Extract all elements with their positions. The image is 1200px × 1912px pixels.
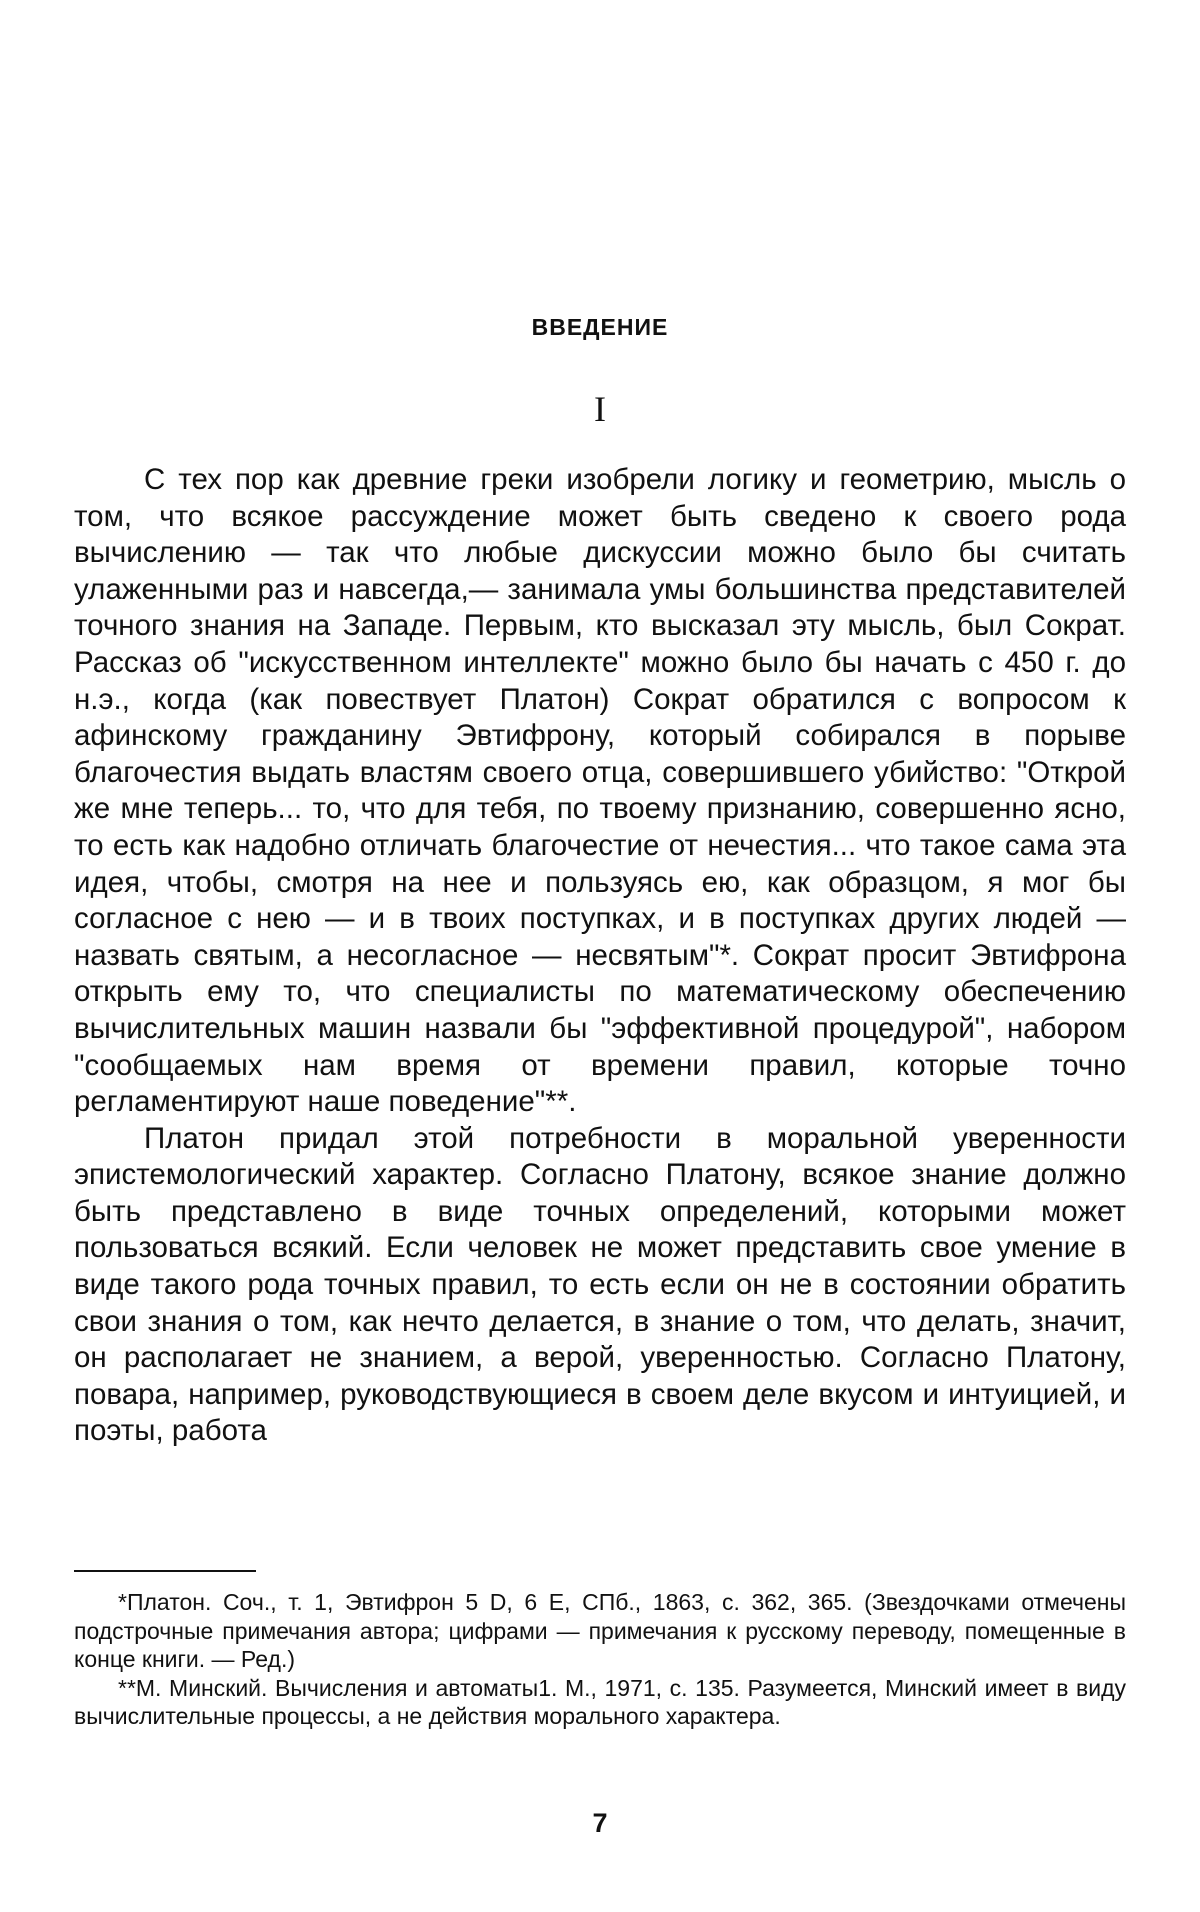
chapter-title: ВВЕДЕНИЕ: [531, 314, 669, 340]
page-number: 7: [592, 1808, 608, 1838]
footnote-divider: [74, 1570, 256, 1572]
main-text: [74, 462, 1126, 1450]
paragraph-1: С тех пор как древние греки изобрели логику и геометрию, мысль о том, что всякое рассуждение может быть сведено к своего рода вычислению — так что любые дискуссии можно было бы считать улаженными раз и навсегда,— занимала умы большинства представителей точного знания на Западе. Первым, кто высказал эту мысль, был Сократ. Рассказ об "искусственном интеллекте" можно было бы начать с 450 г. до н.э., когда (как повествует Платон) Сократ обратился с вопросом к афинскому гражданину Эвтифрону, который собирался в порыве благочестия выдать властям своего отца, совершившего убийство: "Открой же мне теперь... то, что для тебя, по твоему признанию, совершенно ясно, то есть как надобно отличать благочестие от нечестия... что такое сама эта идея, чтобы, смотря на нее и пользуясь ею, как образцом, я мог бы согласное с нею — и в твоих поступках, и в поступках других людей — назвать святым, а несогласное — несвятым"*. Сократ просит Эвтифрона открыть ему то, что специалисты по математическому обеспечению вычислительных машин назвали бы "эффективной процедурой", набором "сообщаемых нам время от времени правил, которые точно регламентируют наше поведение"**.: [74, 463, 1126, 1119]
section-number: I: [594, 389, 606, 429]
footnote-1: *Платон. Соч., т. 1, Эвтифрон 5 D, 6 Е, СПб., 1863, с. 362, 365. (Звездочками отмечены подстрочные примечания автора; цифрами — примечания к русскому переводу, помещенные в конце книги. — Ред.): [74, 1589, 1126, 1673]
footnotes: [74, 1588, 1126, 1731]
footnote-2: **М. Минский. Вычисления и автоматы1. М., 1971, с. 135. Разумеется, Минский имеет в виду вычислительные процессы, а не действия морального характера.: [74, 1674, 1126, 1730]
paragraph-2: Платон придал этой потребности в моральной уверенности эпистемологический характер. Согласно Платону, всякое знание должно быть представлено в виде точных определений, которыми может пользоваться всякий. Если человек не может представить свое умение в виде такого рода точных правил, то есть если он не в состоянии обратить свои знания о том, как нечто делается, в знание о том, что делать, значит, он располагает не знанием, а верой, уверенностью. Согласно Платону, повара, например, руководствующиеся в своем деле вкусом и интуицией, и поэты, работа: [74, 1121, 1126, 1448]
